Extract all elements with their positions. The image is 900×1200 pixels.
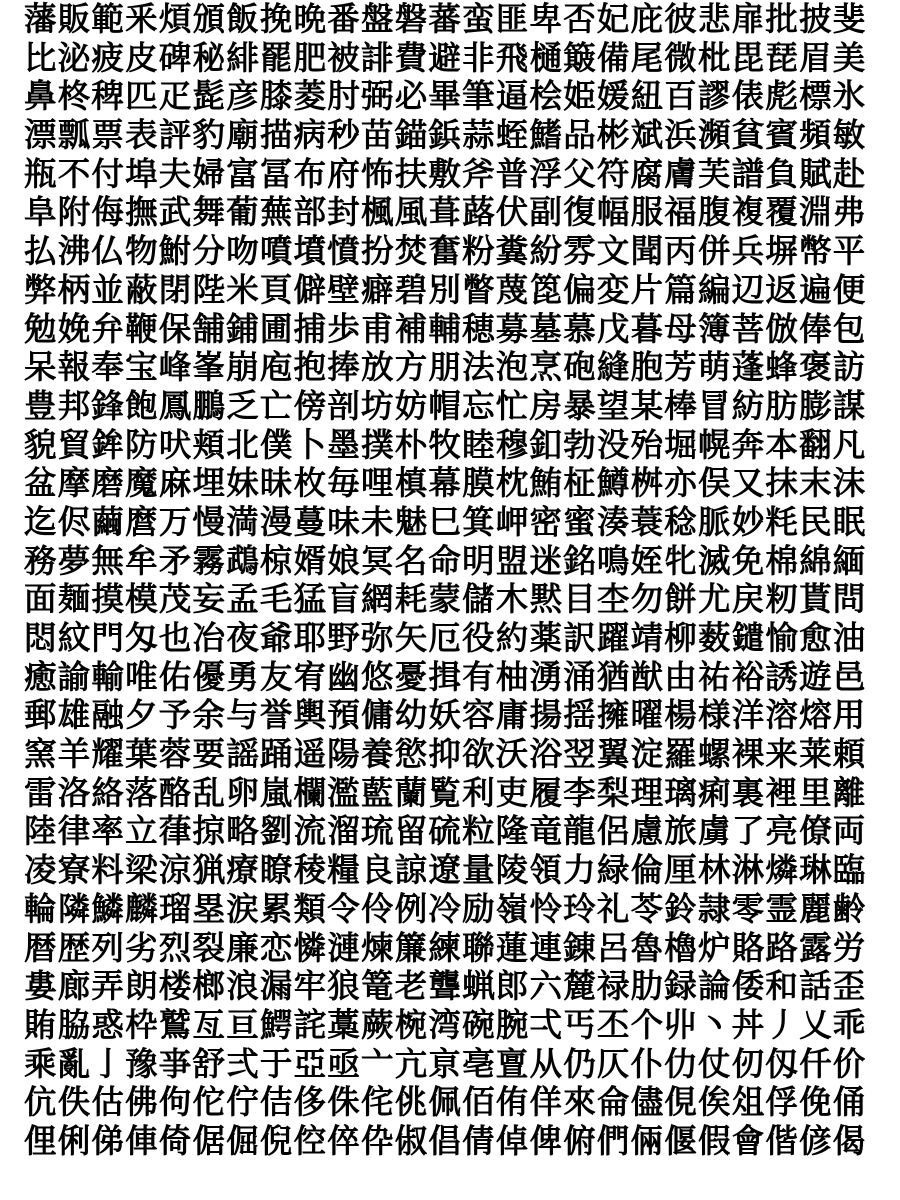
glyph-line: 婁廊弄朗楼榔浪漏牢狼篭老聾蝋郎六麓禄肋録論倭和話歪: [24, 967, 867, 1006]
glyph-line: 乘亂亅豫亊舒弍于亞亟亠亢亰亳亶从仍仄仆仂仗仞仭仟价: [24, 1044, 867, 1083]
glyph-line: 勉娩弁鞭保舗鋪圃捕歩甫補輔穂募墓慕戊暮母簿菩倣俸包: [24, 309, 867, 348]
glyph-line: 凌寮料梁涼猟療瞭稜糧良諒遼量陵領力緑倫厘林淋燐琳臨: [24, 851, 867, 890]
glyph-line: 務夢無牟矛霧鵡椋婿娘冥名命明盟迷銘鳴姪牝滅免棉綿緬: [24, 541, 867, 580]
glyph-line: 払沸仏物鮒分吻噴墳憤扮焚奮粉糞紛雰文聞丙併兵塀幣平: [24, 232, 867, 271]
glyph-line: 伉佚估佛佝佗佇佶侈侏侘佻佩佰侑佯來侖儘俔俟俎俘俛俑: [24, 1083, 867, 1122]
glyph-line: 窯羊耀葉蓉要謡踊遥陽養慾抑欲沃浴翌翼淀羅螺裸来莱頼: [24, 735, 867, 774]
glyph-line: 面麺摸模茂妄孟毛猛盲網耗蒙儲木黙目杢勿餅尤戻籾貰問: [24, 580, 867, 619]
glyph-line: 癒諭輸唯佑優勇友宥幽悠憂揖有柚湧涌猶猷由祐裕誘遊邑: [24, 657, 867, 696]
glyph-line: 賄脇惑枠鷲亙亘鰐詫藁蕨椀湾碗腕弌丐丕个丱丶丼丿乂乖: [24, 1005, 867, 1044]
glyph-line: 漂瓢票表評豹廟描病秒苗錨鋲蒜蛭鰭品彬斌浜瀕貧賓頻敏: [24, 116, 867, 155]
glyph-line: 盆摩磨魔麻埋妹昧枚毎哩槙幕膜枕鮪柾鱒桝亦俣又抹末沫: [24, 464, 867, 503]
glyph-line: 瓶不付埠夫婦富冨布府怖扶敷斧普浮父符腐膚芙譜負賦赴: [24, 154, 867, 193]
glyph-line: 悶紋門匁也冶夜爺耶野弥矢厄役約薬訳躍靖柳薮鑓愉愈油: [24, 619, 867, 657]
glyph-line: 豊邦鋒飽鳳鵬乏亡傍剖坊妨帽忘忙房暴望某棒冒紡肪膨謀: [24, 386, 867, 425]
glyph-line: 輪隣鱗麟瑠塁涙累類令伶例冷励嶺怜玲礼苓鈴隷零霊麗齢: [24, 889, 867, 928]
glyph-line: 貌貿鉾防吠頬北僕卜墨撲朴牧睦穆釦勃没殆堀幌奔本翻凡: [24, 425, 867, 464]
glyph-line: 鼻柊稗匹疋髭彦膝菱肘弼必畢筆逼桧姫媛紐百謬俵彪標氷: [24, 77, 867, 116]
glyph-line: 暦歴列劣烈裂廉恋憐漣煉簾練聯蓮連錬呂魯櫓炉賂路露労: [24, 928, 867, 967]
glyph-line: 比泌疲皮碑秘緋罷肥被誹費避非飛樋簸備尾微枇毘琵眉美: [24, 38, 867, 77]
glyph-line: 迄侭繭麿万慢満漫蔓味未魅巳箕岬密蜜湊蓑稔脈妙粍民眠: [24, 502, 867, 541]
glyph-line: 呆報奉宝峰峯崩庖抱捧放方朋法泡烹砲縫胞芳萌蓬蜂褒訪: [24, 348, 867, 387]
glyph-line: 藩販範釆煩頒飯挽晩番盤磐蕃蛮匪卑否妃庇彼悲扉批披斐: [24, 0, 867, 38]
glyph-line: 雷洛絡落酪乱卵嵐欄濫藍蘭覧利吏履李梨理璃痢裏裡里離: [24, 773, 867, 812]
glyph-line: 弊柄並蔽閉陛米頁僻壁癖碧別瞥蔑箆偏変片篇編辺返遍便: [24, 270, 867, 309]
glyph-line: 俚俐俤俥倚倨倔倪倥倅伜俶倡倩倬俾俯們倆偃假會偕偐偈: [24, 1121, 867, 1160]
glyph-line: 郵雄融夕予余与誉輿預傭幼妖容庸揚揺擁曜楊様洋溶熔用: [24, 696, 867, 735]
glyph-line: 陸律率立葎掠略劉流溜琉留硫粒隆竜龍侶慮旅虜了亮僚両: [24, 812, 867, 851]
glyph-line: 阜附侮撫武舞葡蕪部封楓風葺蕗伏副復幅服福腹複覆淵弗: [24, 193, 867, 232]
